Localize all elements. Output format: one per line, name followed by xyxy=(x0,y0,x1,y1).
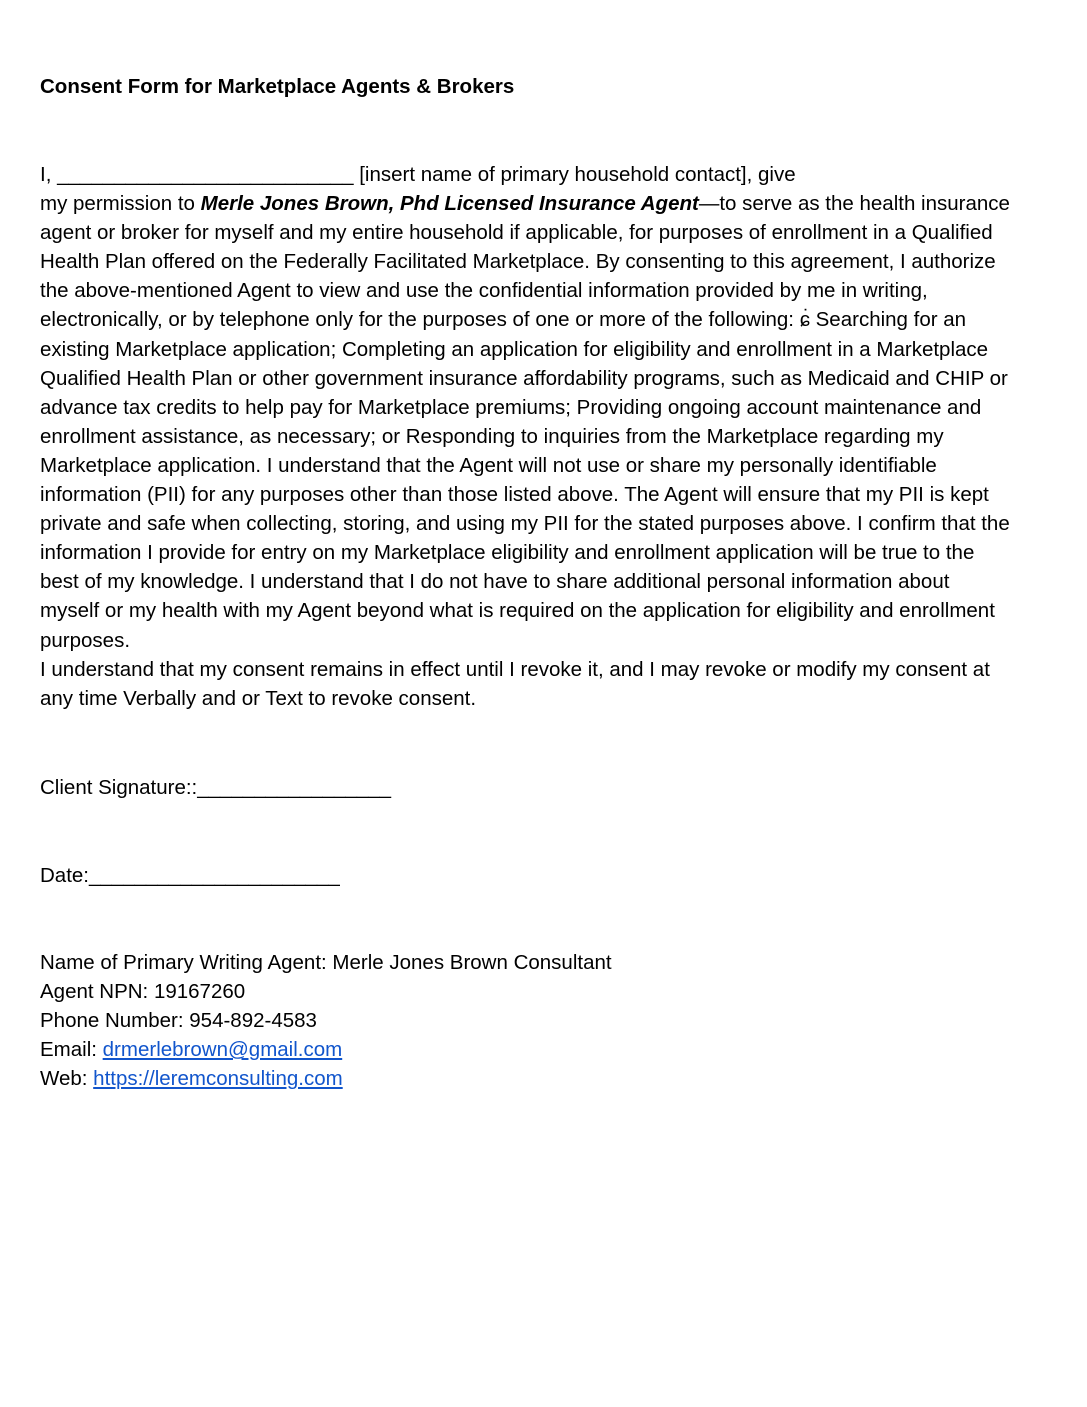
document-title: Consent Form for Marketplace Agents & Brokers xyxy=(40,75,515,98)
client-signature-line: Client Signature::_________________ xyxy=(40,776,392,799)
body-line: I understand that my consent remains in effect until I revoke it, and I may revoke or modify my consent at xyxy=(40,657,990,681)
body-line: enrollment assistance, as necessary; or Responding to inquiries from the Marketplace regarding my xyxy=(40,424,944,448)
body-line: information I provide for entry on my Marketplace eligibility and enrollment application will be true to the xyxy=(40,541,975,565)
body-line: agent or broker for myself and my entire household if applicable, for purposes of enrollment in a Qualified xyxy=(40,221,993,245)
agent-info xyxy=(40,948,612,1093)
agent-email-line xyxy=(40,1035,612,1064)
body-line: advance tax credits to help pay for Marketplace premiums; Providing ongoing account maintenance and xyxy=(40,395,982,419)
body-line: existing Marketplace application; Completing an application for eligibility and enrollment in a Marketplace xyxy=(40,337,989,361)
body-line xyxy=(40,189,1087,218)
body-line-prefix: my permission to xyxy=(40,192,201,216)
body-line: information (PII) for any purposes other than those listed above. The Agent will ensure that my PII is kept xyxy=(40,483,989,507)
body-line: electronically, or by telephone only for the purposes of one or more of the following: ɕ̇ Searching for an xyxy=(40,308,967,332)
agent-npn-line: Agent NPN: 19167260 xyxy=(40,980,246,1004)
body-line: purposes. xyxy=(40,628,131,652)
agent-name-line: Name of Primary Writing Agent: Merle Jones Brown Consultant xyxy=(40,951,612,974)
agent-phone-line: Phone Number: 954-892-4583 xyxy=(40,1009,317,1033)
agent-name: Merle Jones Brown, Phd Licensed Insurance Agent xyxy=(200,192,699,216)
agent-web-line xyxy=(40,1064,612,1093)
body-line: myself or my health with my Agent beyond what is required on the application for eligibility and enrollment xyxy=(40,599,995,623)
date-line: Date:______________________ xyxy=(40,864,340,887)
body-line: best of my knowledge. I understand that I do not have to share additional personal information about xyxy=(40,570,950,594)
body-line: I, __________________________ [insert name of primary household contact], give xyxy=(40,163,796,186)
body-line: Marketplace application. I understand that the Agent will not use or share my personally identifiable xyxy=(40,453,937,477)
email-label: Email: xyxy=(40,1038,103,1062)
body-line: any time Verbally and or Text to revoke consent. xyxy=(40,686,477,710)
email-link[interactable]: drmerlebrown@gmail.com xyxy=(102,1038,343,1062)
web-label: Web: xyxy=(40,1067,94,1091)
body-line: Health Plan offered on the Federally Facilitated Marketplace. By consenting to this agreement, I authorize xyxy=(40,250,996,274)
body-line: private and safe when collecting, storing, and using my PII for the stated purposes above. I confirm that the xyxy=(40,512,1010,536)
body-line: the above-mentioned Agent to view and use the confidential information provided by me in writing, xyxy=(40,279,928,303)
body-line: Qualified Health Plan or other government insurance affordability programs, such as Medicaid and CHIP or xyxy=(40,366,1008,390)
website-link[interactable]: https://leremconsulting.com xyxy=(93,1067,343,1091)
consent-body xyxy=(40,160,1087,713)
body-line-suffix: —to serve as the health insurance xyxy=(698,192,1010,216)
